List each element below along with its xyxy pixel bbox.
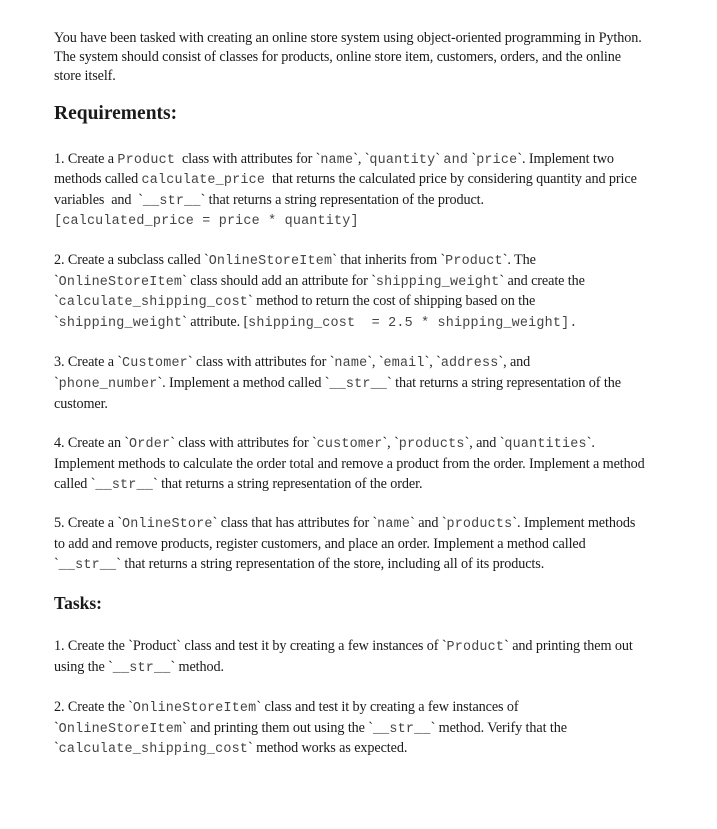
requirement-2-line: `calculate_shipping_cost` method to return the cost of shipping based on the xyxy=(54,293,536,310)
intro-line: store itself. xyxy=(54,68,116,84)
requirement-2-line: `OnlineStoreItem` class should add an attribute for `shipping_weight` and create the xyxy=(54,273,585,290)
requirement-3-line: 3. Create a `Customer` class with attributes for `name`, `email`, `address`, and xyxy=(54,354,531,371)
inline-code: products xyxy=(446,517,513,532)
requirement-3-line: customer. xyxy=(54,396,108,412)
inline-code: Product xyxy=(117,153,176,168)
inline-code: shipping_weight xyxy=(58,316,183,331)
intro-line: You have been tasked with creating an online store system using object-oriented programming in Python. xyxy=(54,30,642,46)
inline-code: price xyxy=(476,153,518,168)
inline-code: address xyxy=(440,356,499,371)
requirement-5-line: to add and remove products, register customers, and place an order. Implement a method called xyxy=(54,536,586,552)
requirement-2-line: 2. Create a subclass called `OnlineStoreItem` that inherits from `Product`. The xyxy=(54,252,536,269)
inline-code: OnlineStoreItem xyxy=(58,275,183,290)
inline-code: name xyxy=(377,517,411,532)
requirement-5-line: `__str__` that returns a string representation of the store, including all of its products. xyxy=(54,556,545,573)
inline-code: calculate_shipping_cost xyxy=(58,295,249,310)
requirement-5-line: 5. Create a `OnlineStore` class that has attributes for `name` and `products`. Implement methods xyxy=(54,515,636,532)
inline-code: __str__ xyxy=(95,478,153,493)
inline-code: quantities xyxy=(504,437,587,452)
requirements-heading: Requirements: xyxy=(54,103,178,124)
requirement-4-line: 4. Create an `Order` class with attributes for `customer`, `products`, and `quantities`. xyxy=(54,435,595,452)
inline-code: Order xyxy=(129,437,171,452)
inline-code: Product xyxy=(446,640,505,655)
inline-code: OnlineStoreItem xyxy=(58,722,183,737)
inline-code: calculate_price xyxy=(141,173,266,188)
inline-code: OnlineStoreItem xyxy=(132,701,257,716)
intro-line: The system should consist of classes for products, online store item, customers, orders, and the online xyxy=(54,49,621,65)
inline-code: [calculated_price = price * quantity] xyxy=(54,214,359,229)
inline-code: and xyxy=(443,153,469,168)
inline-code: __str__ xyxy=(112,661,171,676)
inline-code: shipping_cost = 2.5 * shipping_weight]. xyxy=(248,316,578,331)
inline-code: quantity xyxy=(369,153,436,168)
inline-code: __str__ xyxy=(58,558,117,573)
inline-code: email xyxy=(383,356,425,371)
requirement-1-line: variables and `__str__` that returns a string representation of the product. xyxy=(54,192,484,209)
task-2-line: `calculate_shipping_cost` method works as expected. xyxy=(54,740,408,757)
inline-code: phone_number xyxy=(58,377,158,392)
task-2-line: `OnlineStoreItem` and printing them out using the `__str__` method. Verify that the xyxy=(54,720,567,737)
inline-code: name xyxy=(320,153,354,168)
inline-code: Product xyxy=(445,254,503,269)
inline-code: calculate_shipping_cost xyxy=(58,742,249,757)
inline-code: __str__ xyxy=(372,722,431,737)
requirement-1-line xyxy=(54,210,359,232)
requirement-3-line: `phone_number`. Implement a method called `__str__` that returns a string representation of the xyxy=(54,375,621,392)
inline-code: name xyxy=(334,356,368,371)
inline-code: shipping_weight xyxy=(375,275,500,290)
task-2-line: 2. Create the `OnlineStoreItem` class and test it by creating a few instances of xyxy=(54,699,519,716)
task-1-line: using the `__str__` method. xyxy=(54,659,224,676)
task-1-line: 1. Create the `Product` class and test it by creating a few instances of `Product` and printing them out xyxy=(54,638,633,655)
requirement-2-line: `shipping_weight` attribute. [shipping_cost = 2.5 * shipping_weight]. xyxy=(54,314,578,331)
requirement-1-line: 1. Create a Product class with attributes for `name`, `quantity` and `price`. Implement two xyxy=(54,151,614,168)
requirement-1-line: methods called calculate_price that returns the calculated price by considering quantity and price xyxy=(54,171,637,188)
inline-code: __str__ xyxy=(329,377,388,392)
inline-code: OnlineStoreItem xyxy=(208,254,333,269)
requirement-4-line: called `__str__` that returns a string representation of the order. xyxy=(54,476,423,493)
inline-code: __str__ xyxy=(142,194,201,209)
inline-code: OnlineStore xyxy=(122,517,213,532)
inline-code: Customer xyxy=(122,356,188,371)
inline-code: products xyxy=(398,437,465,452)
tasks-heading: Tasks: xyxy=(54,593,102,613)
requirement-4-line: Implement methods to calculate the order total and remove a product from the order. Implement a method xyxy=(54,456,645,472)
inline-code: customer xyxy=(316,437,383,452)
